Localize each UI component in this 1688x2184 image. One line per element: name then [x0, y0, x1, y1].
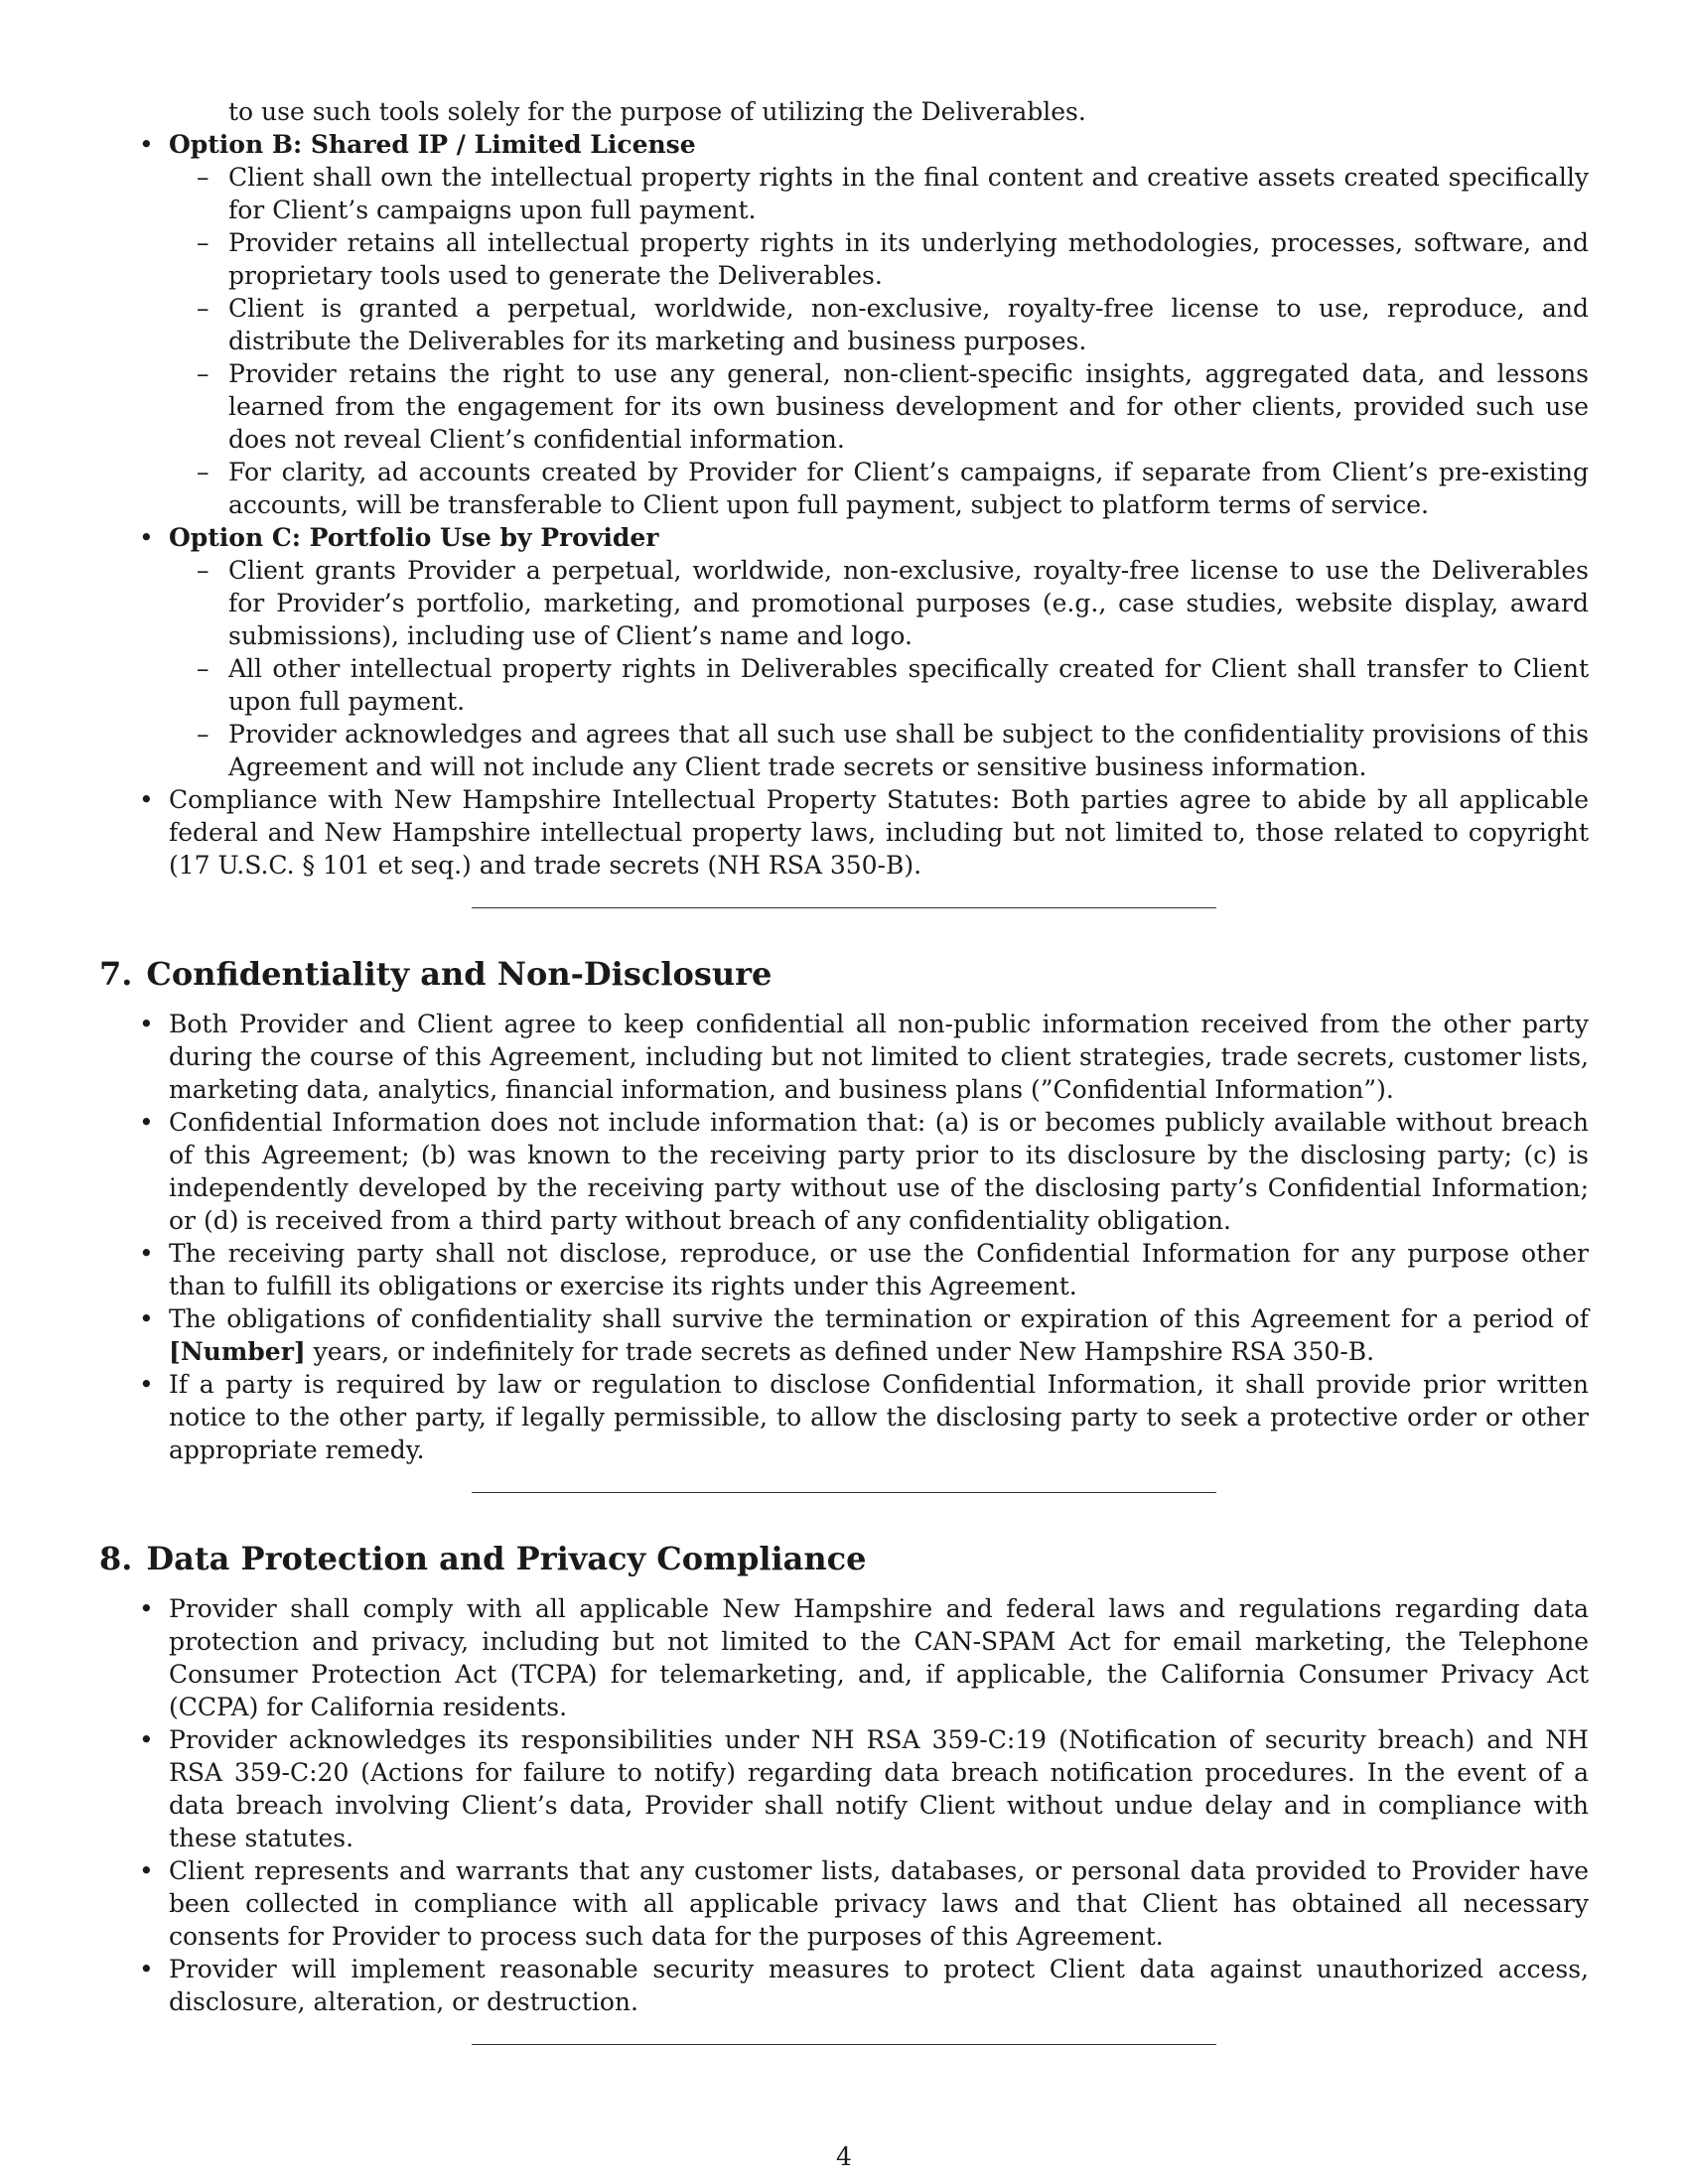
compliance-item: • Compliance with New Hampshire Intellectual Property Statutes: Both parties agree to abide by all applicable federal and New Hampshire intellectual property laws, including but not limited to, those related to copyright (17 U.S.C. § 101 et seq.) and trade secrets (NH RSA 350-B).	[99, 783, 1589, 882]
survival-text-post: years, or indefinitely for trade secrets as defined under New Hampshire RSA 350-B.	[305, 1337, 1375, 1366]
survival-text-pre: The obligations of confidentiality shall survive the termination or expiration of this Agreement for a period of	[169, 1304, 1589, 1333]
page-number: 4	[836, 2142, 852, 2171]
list-item: • Client represents and warrants that any customer lists, databases, or personal data provided to Provider have been collected in compliance with all applicable privacy laws and that Client has obtained all necessary consents for Provider to process such data for the purposes of this Agreement.	[99, 1854, 1589, 1953]
section-divider	[472, 2044, 1216, 2045]
list-item: – Client is granted a perpetual, worldwide, non-exclusive, royalty-free license to use, reproduce, and distribute the Deliverables for its marketing and business purposes.	[169, 292, 1589, 357]
section-7-title: Confidentiality and Non-Disclosure	[146, 955, 773, 993]
option-b-title: Option B: Shared IP / Limited License	[169, 130, 696, 159]
list-item: – Client grants Provider a perpetual, worldwide, non-exclusive, royalty-free license to use the Deliverables for Provider’s portfolio, marketing, and promotional purposes (e.g., case studies, website display, award submissions), including use of Client’s name and logo.	[169, 554, 1589, 652]
list-item: • Provider shall comply with all applicable New Hampshire and federal laws and regulations regarding data protection and privacy, including but not limited to the CAN-SPAM Act for email marketing, the Telephone Consumer Protection Act (TCPA) for telemarketing, and, if applicable, the California Consumer Privacy Act (CCPA) for California residents.	[99, 1592, 1589, 1723]
list-item: – Provider retains all intellectual property rights in its underlying methodologies, processes, software, and proprietary tools used to generate the Deliverables.	[169, 226, 1589, 292]
option-c-title: Option C: Portfolio Use by Provider	[169, 523, 659, 552]
section-7-list	[99, 1008, 1589, 1466]
list-item: • Both Provider and Client agree to keep confidential all non-public information received from the other party during the course of this Agreement, including but not limited to client strategies, trade secrets, customer lists, marketing data, analytics, financial information, and business plans (”Confidential Information”).	[99, 1008, 1589, 1106]
section-8-title: Data Protection and Privacy Compliance	[146, 1540, 867, 1577]
ip-options-list	[99, 128, 1589, 882]
list-item: • Confidential Information does not include information that: (a) is or becomes publicly available without breach of this Agreement; (b) was known to the receiving party prior to its disclosure by the disclosing party; (c) is independently developed by the receiving party without use of the disclosing party’s Confidential Information; or (d) is received from a third party without breach of any confidentiality obligation.	[99, 1106, 1589, 1237]
document-page	[99, 95, 1589, 2045]
list-item: – Client shall own the intellectual property rights in the final content and creative assets created specifically for Client’s campaigns upon full payment.	[169, 161, 1589, 226]
list-item: – All other intellectual property rights in Deliverables specifically created for Client shall transfer to Client upon full payment.	[169, 652, 1589, 718]
list-item: • Provider acknowledges its responsibilities under NH RSA 359-C:19 (Notification of security breach) and NH RSA 359-C:20 (Actions for failure to notify) regarding data breach notification procedures. In the event of a data breach involving Client’s data, Provider shall notify Client without undue delay and in compliance with these statutes.	[99, 1723, 1589, 1854]
option-b-item	[99, 128, 1589, 521]
survival-number-placeholder: [Number]	[169, 1337, 306, 1366]
section-8-list	[99, 1592, 1589, 2018]
section-7-heading	[99, 954, 1589, 994]
option-c-item	[99, 521, 1589, 783]
list-item: • If a party is required by law or regulation to disclose Confidential Information, it shall provide prior written notice to the other party, if legally permissible, to allow the disclosing party to seek a protective order or other appropriate remedy.	[99, 1368, 1589, 1466]
section-8-heading	[99, 1539, 1589, 1578]
section-divider	[472, 1492, 1216, 1493]
list-item: – Provider acknowledges and agrees that all such use shall be subject to the confidentiality provisions of this Agreement and will not include any Client trade secrets or sensitive business information.	[169, 718, 1589, 783]
list-item: – For clarity, ad accounts created by Provider for Client’s campaigns, if separate from Client’s pre-existing accounts, will be transferable to Client upon full payment, subject to platform terms of service.	[169, 456, 1589, 521]
section-7-number: 7.	[99, 955, 133, 993]
section-8-number: 8.	[99, 1540, 133, 1577]
survival-item	[99, 1302, 1589, 1368]
option-b-sublist	[169, 161, 1589, 521]
option-c-sublist	[169, 554, 1589, 783]
continuation-text: to use such tools solely for the purpose of utilizing the Deliverables.	[228, 97, 1086, 126]
list-item: – Provider retains the right to use any general, non-client-specific insights, aggregated data, and lessons learned from the engagement for its own business development and for other clients, provided such use does not reveal Client’s confidential information.	[169, 357, 1589, 456]
list-item: • The receiving party shall not disclose, reproduce, or use the Confidential Information for any purpose other than to fulfill its obligations or exercise its rights under this Agreement.	[99, 1237, 1589, 1302]
list-item: • Provider will implement reasonable security measures to protect Client data against unauthorized access, disclosure, alteration, or destruction.	[99, 1953, 1589, 2018]
section-divider	[472, 907, 1216, 908]
